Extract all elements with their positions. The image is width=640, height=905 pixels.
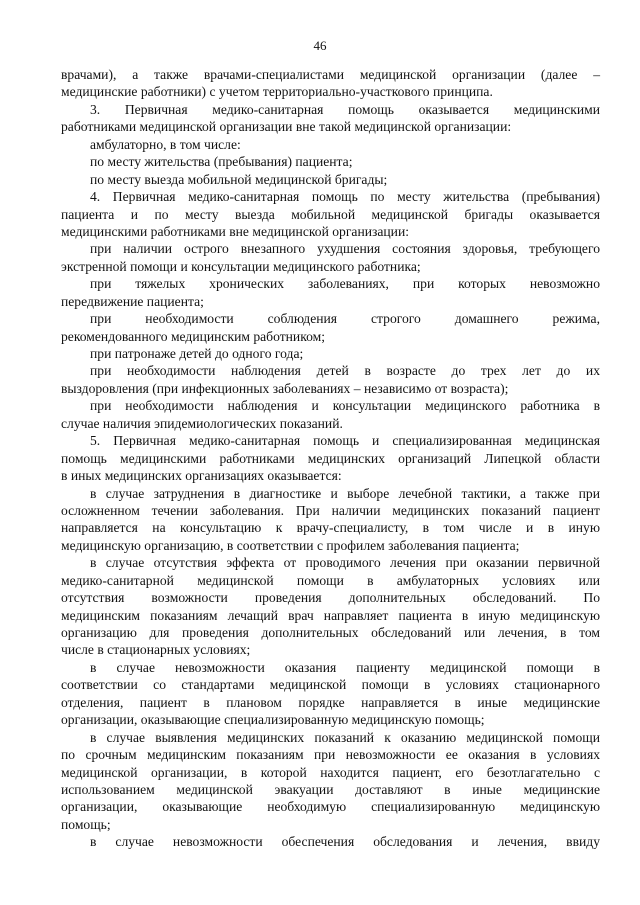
- text-line: амбулаторно, в том числе:: [90, 136, 241, 152]
- text-line: организацию для проведения дополнительных обследований или лечения, в том: [61, 625, 600, 640]
- text-line: направляется на консультацию к врачу-специалисту, в том числе и в иную: [61, 520, 600, 536]
- text-line: по месту жительства (пребывания) пациента;: [90, 154, 353, 170]
- text-line: рекомендованного медицинским работником;: [61, 328, 326, 344]
- text-line: 3. Первичная медико-санитарная помощь оказывается медицинскими: [90, 101, 600, 117]
- text-line: передвижение пациента;: [61, 293, 204, 309]
- text-line: при наличии острого внезапного ухудшения состояния здоровья, требующего: [90, 241, 600, 257]
- text-line: при необходимости наблюдения и консультации медицинского работника в: [90, 398, 600, 414]
- text-line: медицинским показаниям лечащий врач направляет пациента в иную медицинскую: [61, 607, 600, 623]
- text-line: 5. Первичная медико-санитарная помощь и специализированная медицинская: [90, 433, 600, 449]
- text-line: в случае невозможности обеспечения обследования и лечения, ввиду: [90, 834, 600, 850]
- text-line: при тяжелых хронических заболеваниях, при которых невозможно: [90, 276, 600, 292]
- text-line: по срочным медицинским показаниям при невозможности ее оказания в условиях: [61, 747, 600, 763]
- text-line: в случае выявления медицинских показаний к оказанию медицинской помощи: [90, 729, 600, 745]
- text-line: медицинской организации, в которой находится пациент, его безотлагательно с: [61, 764, 600, 780]
- text-line: медицинскими работниками вне медицинской организации:: [61, 223, 409, 239]
- text-line: в иных медицинских организациях оказывается:: [61, 468, 342, 484]
- text-line: по месту выезда мобильной медицинской бригады;: [90, 171, 388, 187]
- text-line: выздоровления (при инфекционных заболеваниях – независимо от возраста);: [61, 380, 509, 396]
- text-line: случае наличия эпидемиологических показаний.: [61, 415, 343, 431]
- text-line: организации, оказывающие специализированную медицинскую помощь;: [61, 712, 485, 728]
- document-body: [61, 66, 600, 851]
- text-line: организации, оказывающие необходимую специализированную медицинскую: [61, 799, 600, 815]
- text-line: медико-санитарной медицинской помощи в амбулаторных условиях или: [61, 572, 600, 588]
- text-line: отсутствия возможности проведения дополнительных обследований. По: [61, 590, 600, 606]
- text-line: 4. Первичная медико-санитарная помощь по месту жительства (пребывания): [90, 189, 600, 205]
- text-line: в случае невозможности оказания пациенту медицинской помощи в: [90, 659, 600, 675]
- text-line: при патронаже детей до одного года;: [90, 346, 304, 361]
- text-line: в случае затруднения в диагностике и выборе лечебной тактики, а также при: [90, 485, 600, 501]
- text-line: работниками медицинской организации вне такой медицинской организации:: [61, 119, 512, 135]
- text-line: соответствии со стандартами медицинской помощи в условиях стационарного: [61, 677, 600, 693]
- text-line: врачами), а также врачами-специалистами медицинской организации (далее –: [61, 67, 600, 82]
- text-line: медицинские работники) с учетом территориально-участкового принципа.: [61, 84, 493, 100]
- text-line: при необходимости соблюдения строгого домашнего режима,: [90, 311, 600, 327]
- text-line: в случае отсутствия эффекта от проводимого лечения при оказании первичной: [90, 555, 600, 571]
- text-line: медицинскую организацию, в соответствии с профилем заболевания пациента;: [61, 537, 520, 553]
- text-line: осложненном течении заболевания. При наличии медицинских показаний пациент: [61, 502, 600, 518]
- text-line: пациента и по месту выезда мобильной медицинской бригады оказывается: [61, 206, 600, 222]
- text-line: числе в стационарных условиях;: [61, 642, 251, 658]
- text-line: помощь;: [61, 816, 111, 832]
- text-line: экстренной помощи и консультации медицинского работника;: [61, 258, 421, 274]
- text-line: при необходимости наблюдения детей в возрасте до трех лет до их: [90, 363, 600, 379]
- text-line: отделения, пациент в плановом порядке направляется в иные медицинские: [61, 694, 600, 710]
- page-number: 46: [313, 38, 327, 53]
- text-line: помощь медицинскими работниками медицинских организаций Липецкой области: [61, 450, 600, 466]
- text-line: использованием медицинской эвакуации доставляют в иные медицинские: [61, 781, 600, 797]
